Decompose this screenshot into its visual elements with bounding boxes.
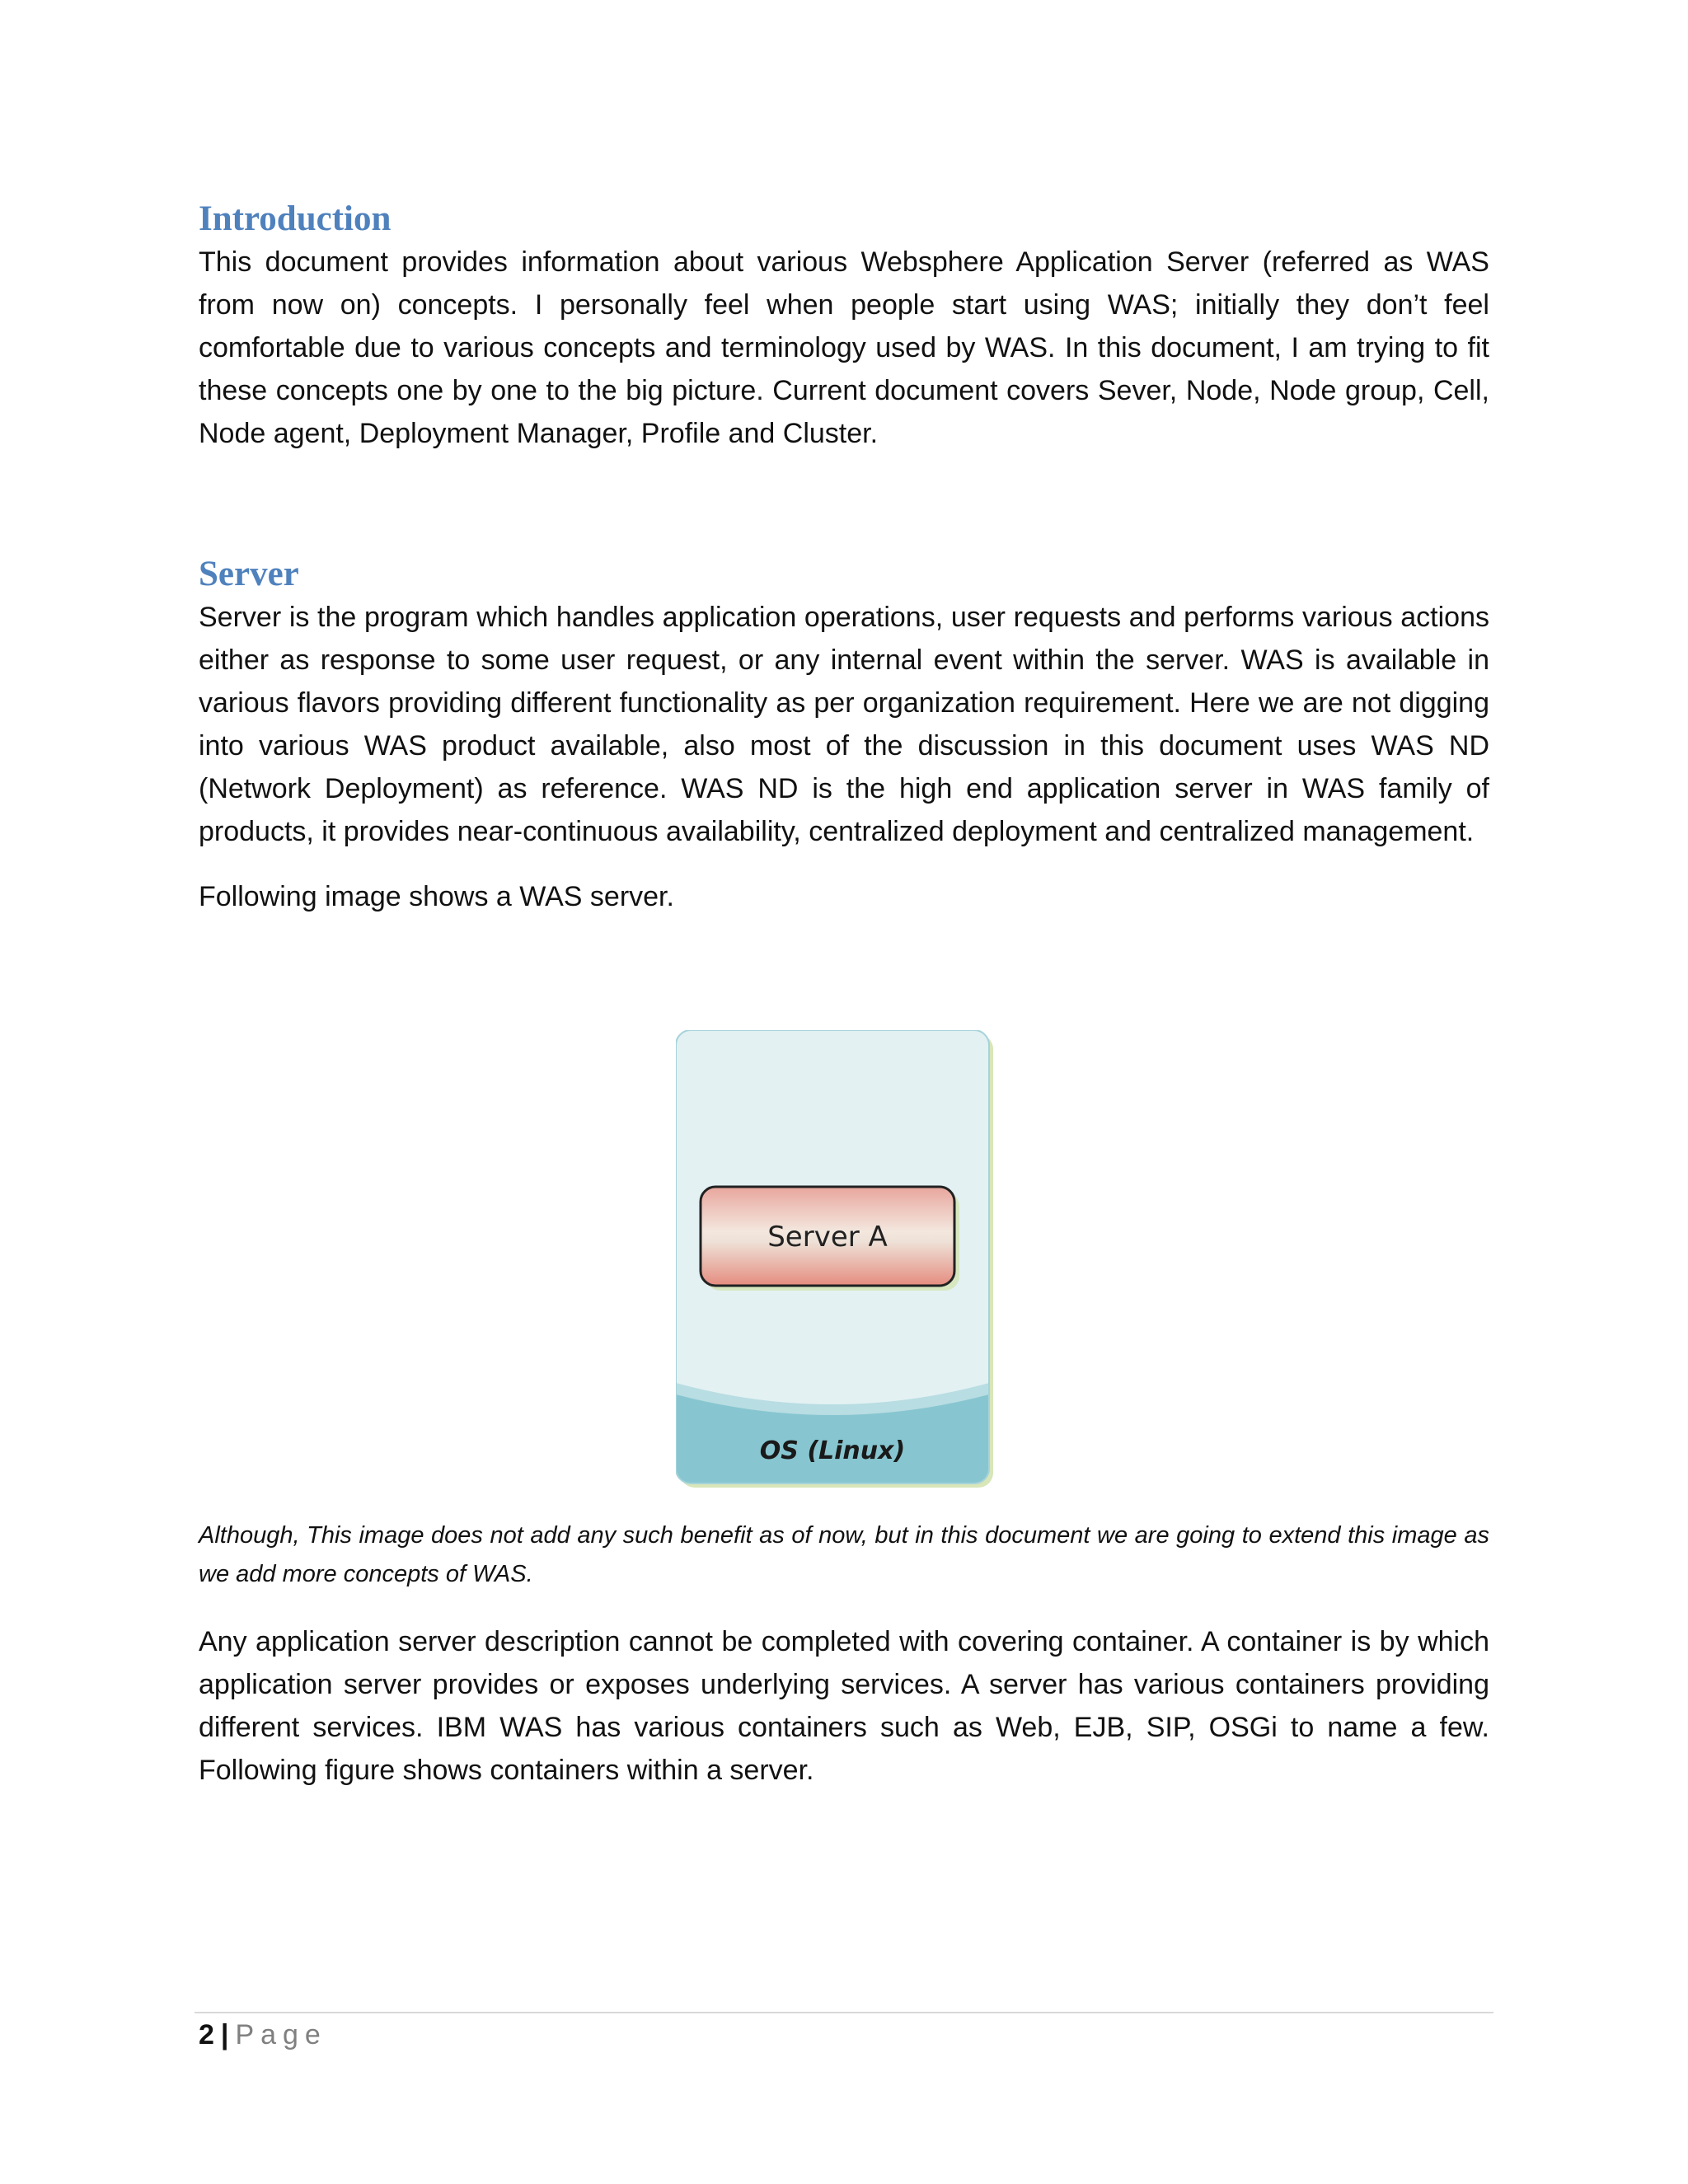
page-number: 2 bbox=[199, 2019, 214, 2050]
server-paragraph: Server is the program which handles application operations, user requests and performs various actions either as response to some user request, or any internal event within the server. WAS is available in various flavors providing different functionality as per organization requirement. Here we are not digging into various WAS product available, also most of the discussion in this document uses WAS ND (Network Deployment) as reference. WAS ND is the high end application server in WAS family of products, it provides near-continuous availability, centralized deployment and centralized management. bbox=[199, 602, 1489, 847]
server-label: Server A bbox=[767, 1221, 888, 1254]
os-label: OS (Linux) bbox=[759, 1436, 906, 1465]
figure-caption: Although, This image does not add any such benefit as of now, but in this document we are going to extend this image as we add more concepts of WAS. bbox=[199, 1522, 1489, 1587]
introduction-heading: Introduction bbox=[199, 199, 392, 238]
introduction-paragraph: This document provides information about various Websphere Application Server (referred as WAS from now on) concepts. I personally feel when people start using WAS; initially they don’t feel comfortable due to various concepts and terminology used by WAS. In this document, I am trying to fit these concepts one by one to the big picture. Current document covers Sever, Node, Node group, Cell, Node agent, Deployment Manager, Profile and Cluster. bbox=[199, 246, 1489, 449]
server-heading: Server bbox=[199, 555, 299, 593]
was-server-diagram bbox=[676, 1030, 1006, 1500]
container-paragraph: Any application server description cannot be completed with covering container. A container is by which application server provides or exposes underlying services. A server has various containers providing different services. IBM WAS has various containers such as Web, EJB, SIP, OSGi to name a few. Following figure shows containers within a server. bbox=[199, 1626, 1489, 1786]
page-label: Page bbox=[235, 2019, 327, 2050]
figure-intro-text: Following image shows a WAS server. bbox=[199, 881, 674, 912]
page-footer bbox=[199, 2013, 327, 2056]
footer-separator: | bbox=[220, 2019, 229, 2050]
footer-divider bbox=[195, 2012, 1493, 2013]
